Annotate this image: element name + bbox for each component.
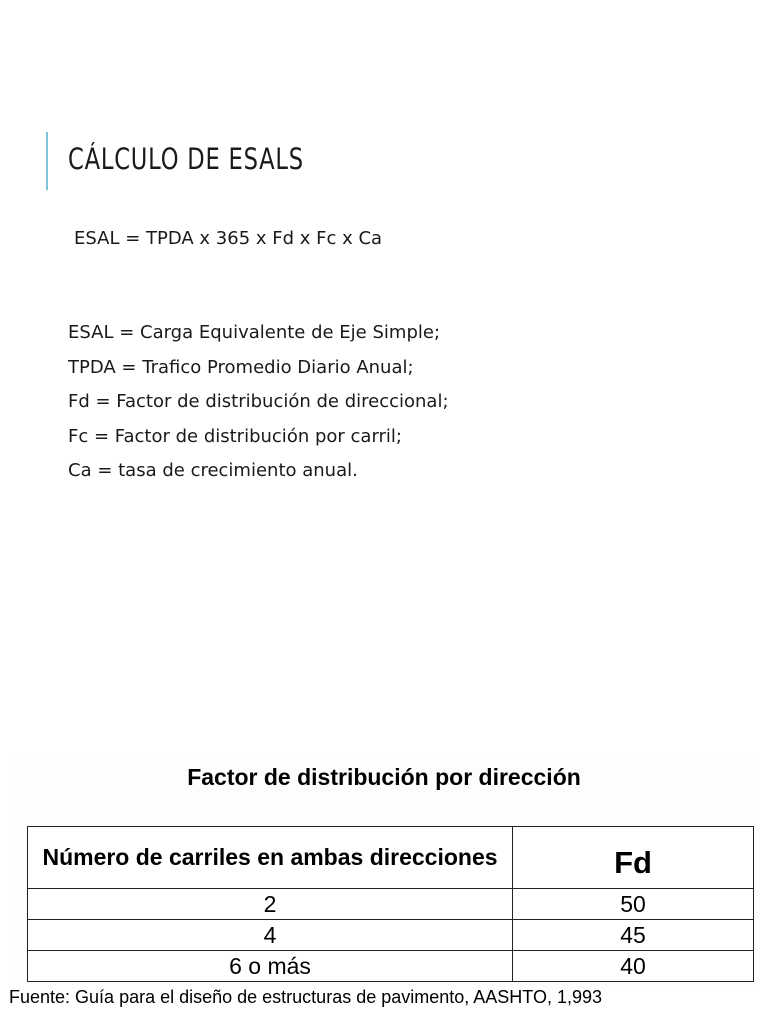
table-source: Fuente: Guía para el diseño de estructuras de pavimento, AASHTO, 1,993 <box>9 987 603 1007</box>
table-title: Factor de distribución por dirección <box>187 764 581 790</box>
fd-table <box>27 826 754 982</box>
definitions-list <box>68 316 449 489</box>
title-accent-bar <box>46 132 48 190</box>
cell-lanes: 2 <box>28 889 513 920</box>
definition-item: TPDA = Trafico Promedio Diario Anual; <box>68 356 414 378</box>
cell-lanes: 4 <box>28 920 513 951</box>
header-lanes: Número de carriles en ambas direcciones <box>28 827 513 889</box>
table-row <box>28 920 754 951</box>
table-row <box>28 889 754 920</box>
cell-fd: 45 <box>513 920 754 951</box>
fd-table-panel <box>8 758 760 990</box>
definition-item: Fd = Factor de distribución de direccional; <box>68 391 449 412</box>
cell-fd: 40 <box>513 951 754 982</box>
table-header-row <box>28 827 754 889</box>
cell-fd: 50 <box>513 889 754 920</box>
esal-formula: ESAL = TPDA x 365 x Fd x Fc x Ca <box>74 228 383 249</box>
slide-title: CÁLCULO DE ESALS <box>68 142 304 176</box>
header-fd: Fd <box>513 827 754 889</box>
cell-lanes: 6 o más <box>28 951 513 982</box>
definition-item: ESAL = Carga Equivalente de Eje Simple; <box>68 322 441 343</box>
definition-item: Ca = tasa de crecimiento anual. <box>68 460 358 481</box>
definition-item: Fc = Factor de distribución por carril; <box>68 425 402 447</box>
table-row <box>28 951 754 982</box>
